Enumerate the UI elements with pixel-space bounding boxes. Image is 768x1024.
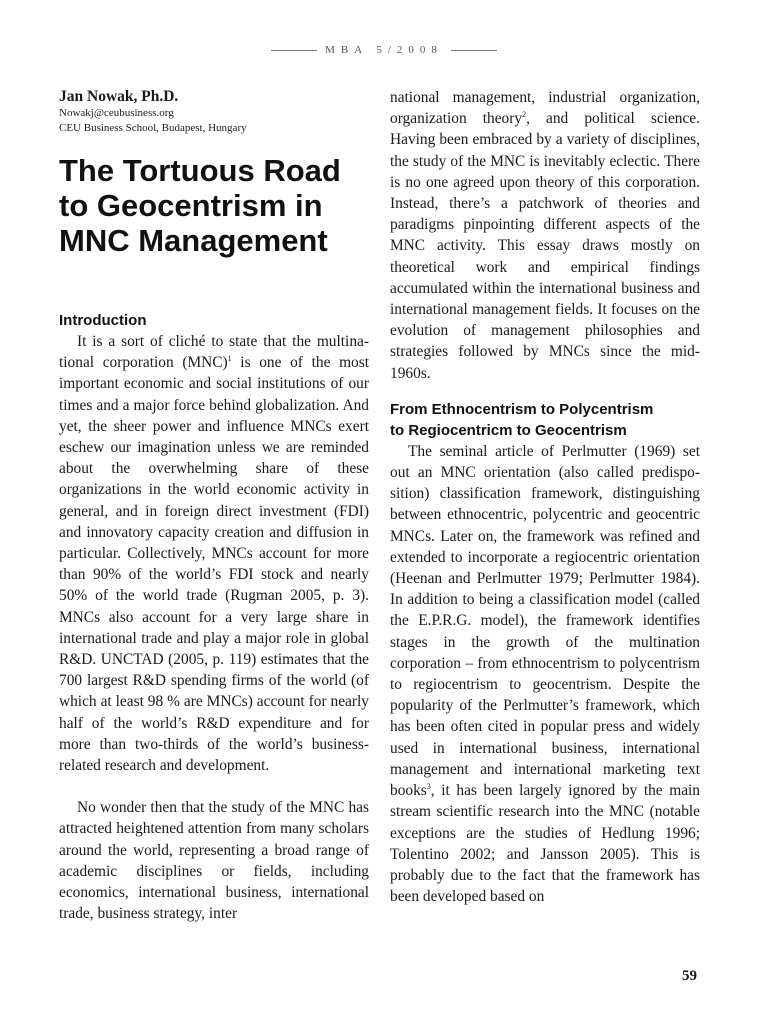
section-heading-ethnocentrism xyxy=(390,399,700,441)
footnote-marker-1: 1 xyxy=(227,354,232,364)
left-column xyxy=(59,87,369,924)
section-heading-line-2: to Regiocentricm to Geocentrism xyxy=(390,421,627,439)
footnote-marker-3: 3 xyxy=(426,781,431,791)
section-heading-introduction: Introduction xyxy=(59,312,147,329)
footnote-marker-2: 2 xyxy=(522,110,527,120)
intro-p1-text-a: It is a sort of cliché to state that the multinational corporation (MNC) xyxy=(59,333,369,372)
intro-paragraph-3 xyxy=(390,87,700,384)
author-name: Jan Nowak, Ph.D. xyxy=(59,88,179,105)
author-affiliation: CEU Business School, Budapest, Hungary xyxy=(59,122,247,134)
intro-p3-text-b: , and political science. Having been embraced by a variety of disciplines, the study of the MNC is inevitably eclectic. There is no one agreed upon theory of this corporation. Instead, there’s a patchwork of theories and paradigms pinpointing different aspects of the MNC activity. This essay draws mostly on theoretical work and empirical findings accumulated within the international business and international management fields. It focuses on the evolution of management philosophies and strategies followed by MNCs since the mid-1960s. xyxy=(390,110,700,382)
header-rule-left xyxy=(271,50,317,51)
section2-paragraph-1 xyxy=(390,441,700,907)
journal-issue: MBA 5/2008 xyxy=(325,44,443,56)
right-column xyxy=(390,87,700,907)
intro-p3-text-a: national management, industrial organization, organization theory xyxy=(390,89,700,128)
section2-p1-text-a: The seminal article of Perlmutter (1969) set out an MNC orientation (also called predisposition) classification framework, distinguishing between ethnocentric, polycentric and geocentric MNCs. Later on, the framework was refined and extended to incorporate a regiocentric orientation (Heenan and Perlmutter 1979; Perlmutter 1984). In addition to being a classification model (called the E.P.R.G. model), the framework identifies stages in the growth of the multination corporation – from ethnocentrism to polycentrism to regiocentrism to geocentrism. Despite the popularity of the Perlmutter’s framework, which has been often cited in popular press and widely used in international business, international management and international marketing text books xyxy=(390,442,700,800)
section2-p1-text-b: , it has been largely ignored by the main stream scientific research into the MNC (notable exceptions are the studies of Hedlung 1996; Tolentino 2002; and Jansson 2005). This is probably due to the fact that the framework has been developed based on xyxy=(390,782,700,906)
page-number: 59 xyxy=(682,968,697,984)
article-title: The Tortuous Road to Geocentrism in MNC Management xyxy=(59,153,341,258)
header-rule-right xyxy=(451,50,497,51)
running-header xyxy=(0,44,768,56)
section-heading-line-1: From Ethnocentrism to Polycentrism xyxy=(390,400,654,418)
author-email: Nowakj@ceubusiness.org xyxy=(59,107,174,119)
intro-p1-text-b: is one of the most important economic and social institutions of our times and a major force behind globalization. And yet, the sheer power and influence MNCs exert eschew our imagination unless we are reminded about the overwhelming share of these organizations in the world economic activity in general, and in foreign direct investment (FDI) and innovatory capacity creation and diffusion in particular. Collectively, MNCs account for more than 90% of the world’s FDI stock and nearly 50% of the world trade (Rugman 2005, p. 3). MNCs also account for a very large share in international trade and play a major role in global R&D. UNCTAD (2005, p. 119) estimates that the 700 largest R&D spending firms of the world (of which at least 98 % are MNCs) account for nearly half of the world’s R&D expenditure and for more than two-thirds of the world’s business-related research and development. xyxy=(59,354,369,775)
intro-paragraph-1 xyxy=(59,331,369,776)
intro-paragraph-2: No wonder then that the study of the MNC has attracted heightened attention from many scholars around the world, representing a broad range of academic disciplines or fields, including economics, international business, international trade, business strategy, inter xyxy=(59,799,369,923)
